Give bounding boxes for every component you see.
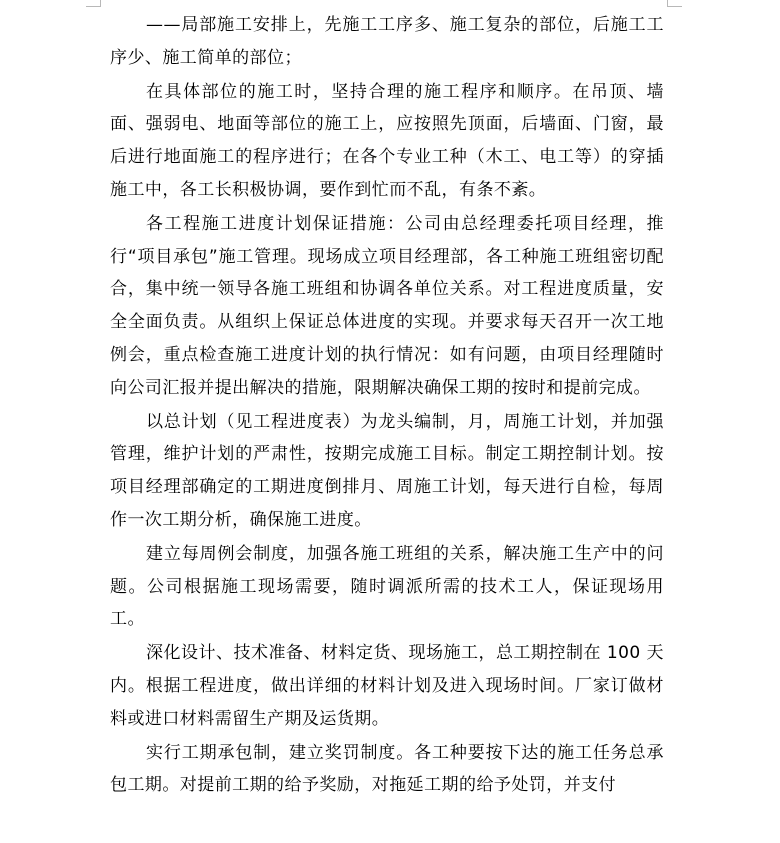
margin-corner-mark-left <box>86 0 101 7</box>
paragraph-construction-order: ——局部施工安排上，先施工工序多、施工复杂的部位，后施工工序少、施工简单的部位； <box>110 15 664 68</box>
paragraph-schedule-guarantee: 各工程施工进度计划保证措施：公司由总经理委托项目经理，推行“项目承包”施工管理。现场成立项目经理部，各工种施工班组密切配合，集中统一领导各施工班组和协调各单位关系。对工程进度质量，安全全面负责。从组织上保证总体进度的实现。并要求每天召开一次工地例会，重点检查施工进度计划的执行情况：如有问题，由项目经理随时向公司汇报并提出解决的措施，限期解决确保工期的按时和提前完成。 <box>110 213 664 398</box>
margin-corner-mark-right <box>667 0 682 7</box>
document-body <box>110 9 664 803</box>
paragraph-procedure-sequence: 在具体部位的施工时，坚持合理的施工程序和顺序。在吊顶、墙面、强弱电、地面等部位的施工上，应按照先顶面，后墙面、门窗，最后进行地面施工的程序进行；在各个专业工种（木工、电工等）的穿插施工中，各工长积极协调，要作到忙而不乱，有条不紊。 <box>110 81 664 200</box>
paragraph-total-duration: 深化设计、技术准备、材料定货、现场施工，总工期控制在 100 天内。根据工程进度，做出详细的材料计划及进入现场时间。厂家订做材料或进口材料需留生产期及运货期。 <box>110 643 664 729</box>
paragraph-weekly-meeting: 建立每周例会制度，加强各施工班组的关系，解决施工生产中的问题。公司根据施工现场需要，随时调派所需的技术工人，保证现场用工。 <box>110 543 664 630</box>
paragraph-master-plan: 以总计划（见工程进度表）为龙头编制，月，周施工计划，并加强管理，维护计划的严肃性，按期完成施工目标。制定工期控制计划。按项目经理部确定的工期进度倒排月、周施工计划，每天进行自检，每周作一次工期分析，确保施工进度。 <box>110 411 664 530</box>
paragraph-contract-system: 实行工期承包制，建立奖罚制度。各工种要按下达的施工任务总承包工期。对提前工期的给予奖励，对拖延工期的给予处罚，并支付 <box>110 742 664 796</box>
